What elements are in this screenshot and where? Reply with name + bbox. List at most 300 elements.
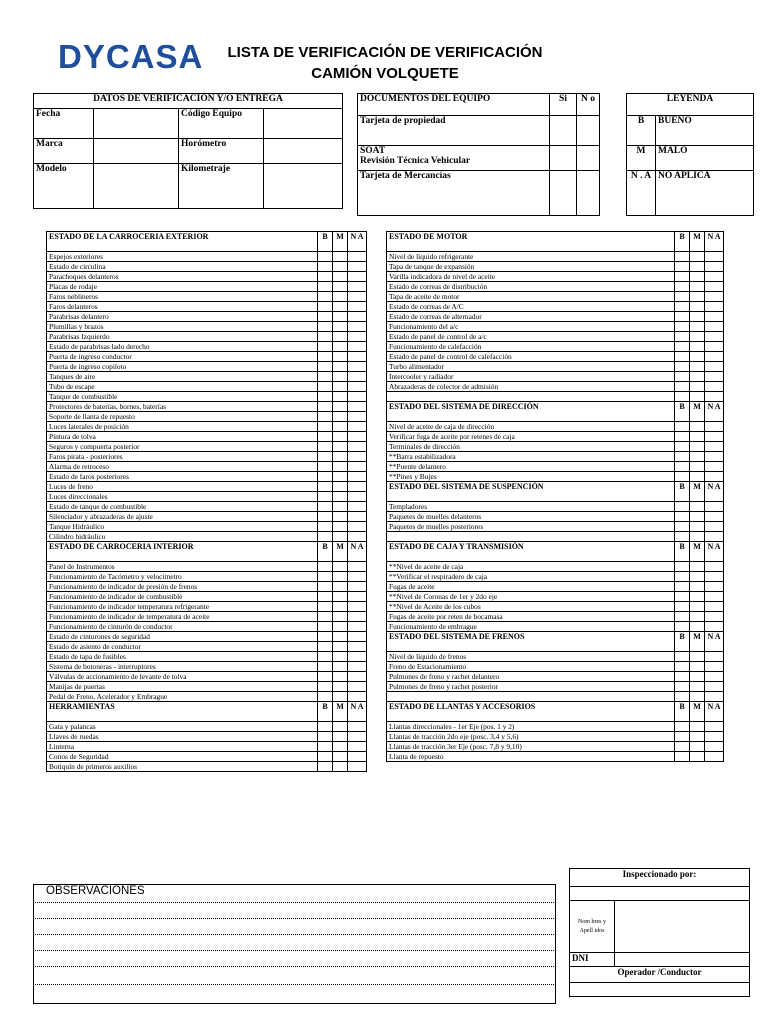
check-cell-b[interactable] [675, 462, 690, 472]
check-cell-b[interactable] [675, 502, 690, 512]
check-cell-m[interactable] [333, 532, 348, 542]
check-cell-b[interactable] [675, 352, 690, 362]
check-cell-na[interactable] [348, 592, 367, 602]
check-cell-b[interactable] [318, 312, 333, 322]
tarjeta-propiedad-no[interactable] [577, 116, 600, 146]
check-cell-b[interactable] [318, 602, 333, 612]
check-cell-na[interactable] [348, 652, 367, 662]
check-cell-m[interactable] [690, 262, 705, 272]
check-cell-m[interactable] [333, 382, 348, 392]
check-cell-m[interactable] [333, 662, 348, 672]
check-cell-m[interactable] [333, 392, 348, 402]
check-cell-m[interactable] [690, 522, 705, 532]
check-cell-m[interactable] [690, 312, 705, 322]
check-cell-b[interactable] [318, 362, 333, 372]
check-cell-na[interactable] [705, 392, 724, 402]
section-title: ESTADO DE MOTOR [387, 232, 675, 252]
check-cell-b[interactable] [675, 382, 690, 392]
check-cell-na[interactable] [705, 662, 724, 672]
check-cell-m[interactable] [333, 252, 348, 262]
check-cell-na[interactable] [705, 612, 724, 622]
check-cell-na[interactable] [705, 742, 724, 752]
check-cell-na[interactable] [348, 342, 367, 352]
check-cell-na[interactable] [705, 512, 724, 522]
check-cell-m[interactable] [333, 682, 348, 692]
check-cell-na[interactable] [705, 312, 724, 322]
check-cell-m[interactable] [690, 372, 705, 382]
check-cell-m[interactable] [333, 412, 348, 422]
check-cell-m[interactable] [333, 432, 348, 442]
check-cell-na[interactable] [705, 272, 724, 282]
check-cell-b[interactable] [675, 272, 690, 282]
check-cell-m[interactable] [690, 682, 705, 692]
tarjeta-propiedad-si[interactable] [550, 116, 577, 146]
check-cell-b[interactable] [675, 372, 690, 382]
check-cell-b[interactable] [318, 562, 333, 572]
check-cell-na[interactable] [705, 302, 724, 312]
check-cell-b[interactable] [318, 382, 333, 392]
check-cell-b[interactable] [318, 632, 333, 642]
check-cell-m[interactable] [690, 502, 705, 512]
check-cell-na[interactable] [705, 752, 724, 762]
check-cell-na[interactable] [348, 252, 367, 262]
check-cell-m[interactable] [690, 352, 705, 362]
check-cell-na[interactable] [348, 482, 367, 492]
check-cell-m[interactable] [333, 372, 348, 382]
check-cell-m[interactable] [690, 592, 705, 602]
check-cell-na[interactable] [348, 522, 367, 532]
check-cell-b[interactable] [318, 572, 333, 582]
check-cell-na[interactable] [705, 292, 724, 302]
check-cell-b[interactable] [675, 392, 690, 402]
check-cell-m[interactable] [333, 582, 348, 592]
check-cell-m[interactable] [690, 672, 705, 682]
check-cell-na[interactable] [348, 292, 367, 302]
check-cell-m[interactable] [333, 742, 348, 752]
check-cell-na[interactable] [705, 592, 724, 602]
kilometraje-field[interactable] [264, 164, 343, 209]
check-cell-m[interactable] [333, 402, 348, 412]
check-cell-m[interactable] [333, 502, 348, 512]
check-cell-b[interactable] [675, 252, 690, 262]
check-cell-b[interactable] [318, 652, 333, 662]
check-cell-na[interactable] [705, 442, 724, 452]
check-cell-m[interactable] [333, 692, 348, 702]
leyenda-code: M [627, 146, 656, 171]
check-cell-b[interactable] [675, 592, 690, 602]
check-cell-b[interactable] [318, 272, 333, 282]
check-cell-m[interactable] [690, 692, 705, 702]
check-cell-m[interactable] [333, 492, 348, 502]
check-cell-na[interactable] [348, 312, 367, 322]
check-cell-b[interactable] [675, 292, 690, 302]
check-cell-m[interactable] [333, 762, 348, 772]
check-cell-na[interactable] [348, 262, 367, 272]
check-cell-m[interactable] [333, 482, 348, 492]
check-cell-b[interactable] [675, 612, 690, 622]
check-cell-m[interactable] [333, 472, 348, 482]
check-cell-na[interactable] [348, 512, 367, 522]
check-cell-na[interactable] [705, 462, 724, 472]
check-cell-b[interactable] [318, 352, 333, 362]
check-cell-na[interactable] [705, 532, 724, 542]
check-cell-m[interactable] [690, 602, 705, 612]
check-cell-b[interactable] [675, 312, 690, 322]
check-cell-b[interactable] [318, 482, 333, 492]
check-cell-m[interactable] [333, 352, 348, 362]
tarjeta-mercancias-si[interactable] [550, 171, 577, 216]
check-cell-na[interactable] [348, 492, 367, 502]
check-cell-b[interactable] [318, 282, 333, 292]
soat-si[interactable] [550, 146, 577, 171]
check-cell-m[interactable] [690, 532, 705, 542]
check-cell-b[interactable] [318, 472, 333, 482]
check-cell-na[interactable] [705, 522, 724, 532]
check-cell-na[interactable] [705, 262, 724, 272]
check-cell-m[interactable] [690, 422, 705, 432]
check-cell-m[interactable] [333, 572, 348, 582]
check-cell-m[interactable] [690, 432, 705, 442]
check-cell-m[interactable] [333, 632, 348, 642]
check-cell-b[interactable] [318, 522, 333, 532]
check-cell-m[interactable] [690, 612, 705, 622]
check-cell-na[interactable] [348, 322, 367, 332]
check-cell-na[interactable] [705, 682, 724, 692]
check-cell-m[interactable] [690, 622, 705, 632]
check-cell-m[interactable] [333, 642, 348, 652]
check-cell-b[interactable] [675, 532, 690, 542]
check-cell-m[interactable] [333, 732, 348, 742]
fecha-field[interactable] [94, 109, 179, 139]
check-cell-b[interactable] [318, 402, 333, 412]
check-cell-b[interactable] [318, 302, 333, 312]
check-cell-na[interactable] [705, 502, 724, 512]
check-cell-b[interactable] [318, 292, 333, 302]
check-cell-b[interactable] [318, 252, 333, 262]
observaciones-line[interactable] [33, 984, 554, 985]
check-cell-m[interactable] [690, 342, 705, 352]
check-cell-na[interactable] [348, 722, 367, 732]
check-cell-b[interactable] [675, 732, 690, 742]
check-cell-b[interactable] [318, 752, 333, 762]
check-cell-m[interactable] [333, 302, 348, 312]
check-cell-na[interactable] [705, 572, 724, 582]
check-cell-na[interactable] [705, 252, 724, 262]
check-cell-na[interactable] [705, 362, 724, 372]
check-cell-na[interactable] [705, 432, 724, 442]
check-cell-b[interactable] [675, 332, 690, 342]
check-cell-na[interactable] [348, 642, 367, 652]
check-cell-m[interactable] [690, 272, 705, 282]
observaciones-line[interactable] [33, 918, 554, 919]
check-cell-na[interactable] [705, 332, 724, 342]
check-cell-m[interactable] [690, 332, 705, 342]
check-cell-m[interactable] [333, 452, 348, 462]
horometro-field[interactable] [264, 139, 343, 164]
check-cell-b[interactable] [318, 332, 333, 342]
check-cell-m[interactable] [690, 732, 705, 742]
check-cell-b[interactable] [318, 322, 333, 332]
check-cell-na[interactable] [705, 692, 724, 702]
check-cell-m[interactable] [333, 672, 348, 682]
check-cell-na[interactable] [705, 282, 724, 292]
check-cell-m[interactable] [690, 742, 705, 752]
check-cell-b[interactable] [675, 422, 690, 432]
check-cell-m[interactable] [333, 422, 348, 432]
check-cell-na[interactable] [705, 582, 724, 592]
check-cell-b[interactable] [318, 512, 333, 522]
check-cell-m[interactable] [690, 252, 705, 262]
check-cell-na[interactable] [348, 282, 367, 292]
observaciones-line[interactable] [33, 966, 554, 967]
check-cell-na[interactable] [348, 382, 367, 392]
check-cell-m[interactable] [333, 322, 348, 332]
check-cell-na[interactable] [348, 562, 367, 572]
check-cell-na[interactable] [348, 622, 367, 632]
check-cell-m[interactable] [690, 392, 705, 402]
check-cell-b[interactable] [318, 262, 333, 272]
modelo-field[interactable] [94, 164, 179, 209]
column-header-b: B [675, 702, 690, 722]
column-header-m: M [333, 542, 348, 562]
check-cell-b[interactable] [675, 572, 690, 582]
check-cell-na[interactable] [348, 742, 367, 752]
check-cell-m[interactable] [690, 722, 705, 732]
check-cell-m[interactable] [690, 652, 705, 662]
check-cell-m[interactable] [333, 722, 348, 732]
check-cell-m[interactable] [690, 472, 705, 482]
column-header-b: B [318, 702, 333, 722]
check-cell-na[interactable] [705, 352, 724, 362]
check-cell-b[interactable] [318, 492, 333, 502]
check-cell-b[interactable] [318, 452, 333, 462]
check-cell-m[interactable] [333, 602, 348, 612]
check-cell-na[interactable] [705, 472, 724, 482]
check-cell-b[interactable] [675, 752, 690, 762]
check-cell-na[interactable] [348, 682, 367, 692]
soat-no[interactable] [577, 146, 600, 171]
check-cell-na[interactable] [705, 602, 724, 612]
check-cell-m[interactable] [333, 332, 348, 342]
check-cell-b[interactable] [318, 682, 333, 692]
check-cell-b[interactable] [675, 602, 690, 612]
check-cell-m[interactable] [690, 362, 705, 372]
check-cell-b[interactable] [318, 692, 333, 702]
check-cell-na[interactable] [348, 332, 367, 342]
check-cell-b[interactable] [318, 762, 333, 772]
check-cell-b[interactable] [675, 322, 690, 332]
check-cell-na[interactable] [348, 612, 367, 622]
check-cell-b[interactable] [318, 422, 333, 432]
check-cell-b[interactable] [318, 592, 333, 602]
check-cell-na[interactable] [348, 442, 367, 452]
checklist-row [387, 342, 724, 352]
check-cell-m[interactable] [333, 622, 348, 632]
check-cell-b[interactable] [318, 742, 333, 752]
check-cell-b[interactable] [318, 612, 333, 622]
check-cell-m[interactable] [333, 262, 348, 272]
check-cell-b[interactable] [675, 262, 690, 272]
check-cell-m[interactable] [690, 752, 705, 762]
check-cell-b[interactable] [675, 342, 690, 352]
check-cell-na[interactable] [348, 422, 367, 432]
check-cell-b[interactable] [675, 582, 690, 592]
check-cell-na[interactable] [348, 362, 367, 372]
checklist-row [387, 332, 724, 342]
checklist-item-label: Pintura de tolva [47, 432, 318, 442]
check-cell-b[interactable] [318, 662, 333, 672]
check-cell-na[interactable] [348, 662, 367, 672]
check-cell-na[interactable] [348, 692, 367, 702]
check-cell-m[interactable] [333, 612, 348, 622]
check-cell-m[interactable] [690, 582, 705, 592]
check-cell-m[interactable] [690, 322, 705, 332]
check-cell-na[interactable] [705, 652, 724, 662]
check-cell-b[interactable] [318, 582, 333, 592]
check-cell-m[interactable] [333, 272, 348, 282]
check-cell-b[interactable] [318, 722, 333, 732]
check-cell-b[interactable] [318, 462, 333, 472]
check-cell-na[interactable] [348, 412, 367, 422]
check-cell-m[interactable] [690, 442, 705, 452]
check-cell-m[interactable] [333, 362, 348, 372]
check-cell-b[interactable] [675, 282, 690, 292]
check-cell-m[interactable] [333, 592, 348, 602]
check-cell-b[interactable] [675, 652, 690, 662]
check-cell-na[interactable] [705, 372, 724, 382]
check-cell-na[interactable] [348, 392, 367, 402]
check-cell-na[interactable] [348, 372, 367, 382]
check-cell-b[interactable] [675, 452, 690, 462]
check-cell-na[interactable] [348, 732, 367, 742]
check-cell-b[interactable] [318, 622, 333, 632]
check-cell-m[interactable] [333, 442, 348, 452]
check-cell-m[interactable] [690, 302, 705, 312]
check-cell-b[interactable] [675, 442, 690, 452]
operador-signature-field[interactable] [570, 983, 750, 997]
check-cell-na[interactable] [348, 672, 367, 682]
nombres-apellidos-field[interactable] [615, 901, 750, 953]
check-cell-na[interactable] [348, 572, 367, 582]
check-cell-na[interactable] [348, 752, 367, 762]
check-cell-na[interactable] [348, 762, 367, 772]
check-cell-na[interactable] [348, 402, 367, 412]
check-cell-na[interactable] [348, 532, 367, 542]
check-cell-b[interactable] [675, 432, 690, 442]
check-cell-b[interactable] [318, 532, 333, 542]
dni-field[interactable] [615, 953, 750, 967]
check-cell-m[interactable] [333, 292, 348, 302]
check-cell-na[interactable] [348, 472, 367, 482]
check-cell-na[interactable] [705, 732, 724, 742]
check-cell-m[interactable] [690, 662, 705, 672]
check-cell-na[interactable] [705, 722, 724, 732]
check-cell-na[interactable] [348, 302, 367, 312]
check-cell-na[interactable] [348, 452, 367, 462]
checklist-item-label: Sistema de botoneras - interruptores [47, 662, 318, 672]
checklist-item-label: Tapa de aceite de motor [387, 292, 675, 302]
check-cell-m[interactable] [333, 652, 348, 662]
check-cell-m[interactable] [690, 282, 705, 292]
check-cell-b[interactable] [675, 742, 690, 752]
check-cell-b[interactable] [675, 362, 690, 372]
check-cell-b[interactable] [318, 372, 333, 382]
check-cell-b[interactable] [675, 692, 690, 702]
column-header-b: B [675, 632, 690, 652]
check-cell-na[interactable] [348, 432, 367, 442]
check-cell-na[interactable] [348, 632, 367, 642]
check-cell-m[interactable] [690, 572, 705, 582]
check-cell-na[interactable] [348, 602, 367, 612]
observaciones-line[interactable] [33, 902, 554, 903]
observaciones-line[interactable] [33, 950, 554, 951]
check-cell-na[interactable] [348, 582, 367, 592]
check-cell-m[interactable] [690, 382, 705, 392]
check-cell-m[interactable] [690, 512, 705, 522]
check-cell-m[interactable] [333, 342, 348, 352]
check-cell-m[interactable] [690, 562, 705, 572]
check-cell-na[interactable] [705, 322, 724, 332]
check-cell-m[interactable] [690, 462, 705, 472]
check-cell-m[interactable] [333, 562, 348, 572]
check-cell-b[interactable] [318, 342, 333, 352]
check-cell-b[interactable] [675, 672, 690, 682]
check-cell-b[interactable] [675, 472, 690, 482]
check-cell-b[interactable] [675, 522, 690, 532]
check-cell-b[interactable] [675, 662, 690, 672]
check-cell-b[interactable] [318, 732, 333, 742]
observaciones-line[interactable] [33, 934, 554, 935]
check-cell-b[interactable] [675, 682, 690, 692]
checklist-item-label: Fugas de aceite por reten de bocamasa [387, 612, 675, 622]
check-cell-na[interactable] [348, 352, 367, 362]
check-cell-m[interactable] [333, 512, 348, 522]
check-cell-na[interactable] [705, 342, 724, 352]
check-cell-b[interactable] [318, 642, 333, 652]
check-cell-na[interactable] [705, 422, 724, 432]
check-cell-b[interactable] [675, 622, 690, 632]
check-cell-b[interactable] [318, 432, 333, 442]
check-cell-na[interactable] [348, 462, 367, 472]
check-cell-na[interactable] [348, 502, 367, 512]
check-cell-b[interactable] [675, 302, 690, 312]
check-cell-b[interactable] [318, 412, 333, 422]
codigo-equipo-field[interactable] [264, 109, 343, 139]
check-cell-b[interactable] [675, 512, 690, 522]
check-cell-b[interactable] [318, 392, 333, 402]
check-cell-na[interactable] [348, 272, 367, 282]
check-cell-na[interactable] [705, 562, 724, 572]
check-cell-b[interactable] [675, 562, 690, 572]
check-cell-b[interactable] [675, 722, 690, 732]
tarjeta-mercancias-no[interactable] [577, 171, 600, 216]
check-cell-na[interactable] [705, 622, 724, 632]
check-cell-m[interactable] [333, 752, 348, 762]
check-cell-b[interactable] [318, 502, 333, 512]
check-cell-na[interactable] [705, 672, 724, 682]
check-cell-b[interactable] [318, 442, 333, 452]
check-cell-na[interactable] [705, 382, 724, 392]
check-cell-b[interactable] [318, 672, 333, 682]
check-cell-m[interactable] [333, 522, 348, 532]
marca-field[interactable] [94, 139, 179, 164]
check-cell-m[interactable] [333, 462, 348, 472]
check-cell-na[interactable] [705, 452, 724, 462]
check-cell-m[interactable] [333, 312, 348, 322]
check-cell-m[interactable] [333, 282, 348, 292]
check-cell-m[interactable] [690, 292, 705, 302]
check-cell-m[interactable] [690, 452, 705, 462]
